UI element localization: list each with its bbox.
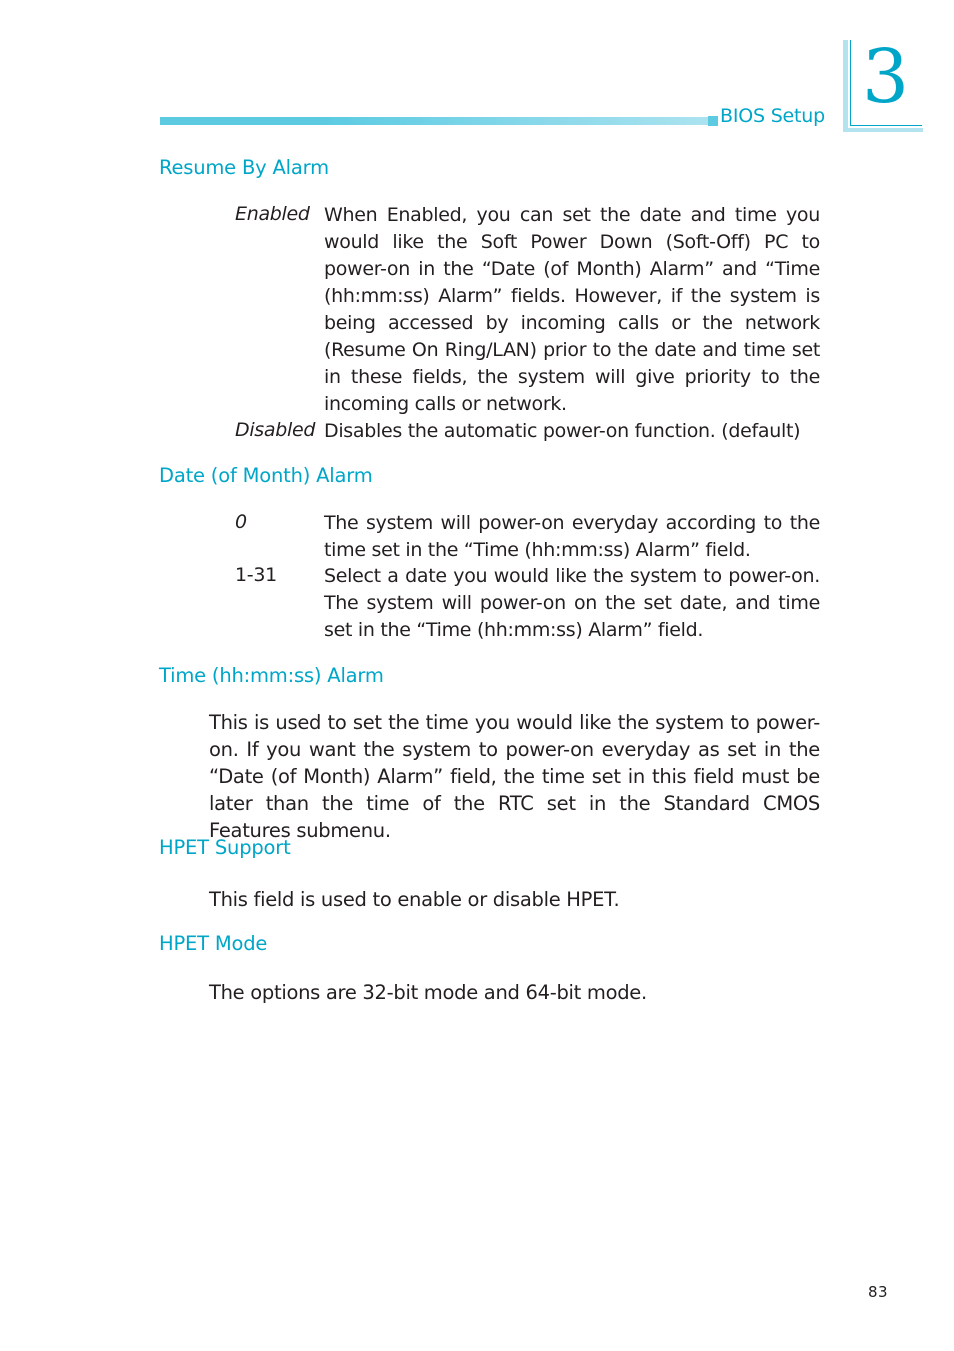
term-1-31: 1-31 <box>235 564 277 586</box>
chapter-tab-line-horizontal <box>850 125 922 126</box>
section-heading-resume-by-alarm: Resume By Alarm <box>159 156 329 179</box>
header-title: BIOS Setup <box>720 105 825 127</box>
page-number: 83 <box>868 1283 889 1301</box>
paragraph-hpet-mode: The options are 32-bit mode and 64-bit mode. <box>209 981 647 1004</box>
section-heading-hpet-support: HPET Support <box>159 836 291 859</box>
paragraph-hpet-support: This field is used to enable or disable HPET. <box>209 888 620 911</box>
section-heading-hpet-mode: HPET Mode <box>159 932 268 955</box>
section-heading-time-alarm: Time (hh:mm:ss) Alarm <box>159 664 384 687</box>
header-rule <box>160 117 717 125</box>
term-enabled: Enabled <box>235 203 310 225</box>
definition-disabled: Disables the automatic power-on function. (default) <box>324 420 801 442</box>
paragraph-time-alarm: This is used to set the time you would like the system to power-on. If you want the system to power-on everyday as set in the “Date (of Month) Alarm” field, the time set in this field must be later than the time of the RTC set in the Standard CMOS Features submenu. <box>209 711 820 842</box>
chapter-tab-line-vertical <box>850 40 851 126</box>
chapter-number: 3 <box>862 34 910 120</box>
term-zero: 0 <box>235 511 247 533</box>
definition-zero: The system will power-on everyday according to the time set in the “Time (hh:mm:ss) Alarm” field. <box>324 512 820 561</box>
header-rule-cap <box>708 116 718 126</box>
term-disabled: Disabled <box>235 419 316 441</box>
section-heading-date-alarm: Date (of Month) Alarm <box>159 464 373 487</box>
definition-enabled: When Enabled, you can set the date and time you would like the Soft Power Down (Soft-Off) PC to power-on in the “Date (of Month) Alarm” and “Time (hh:mm:ss) Alarm” fields. However, if the system is being accessed by incoming calls or the network (Resume On Ring/LAN) prior to the date and time set in these fields, the system will give priority to the incoming calls or network. <box>324 204 820 415</box>
definition-1-31: Select a date you would like the system to power-on. The system will power-on on the set date, and time set in the “Time (hh:mm:ss) Alarm” field. <box>324 565 820 641</box>
